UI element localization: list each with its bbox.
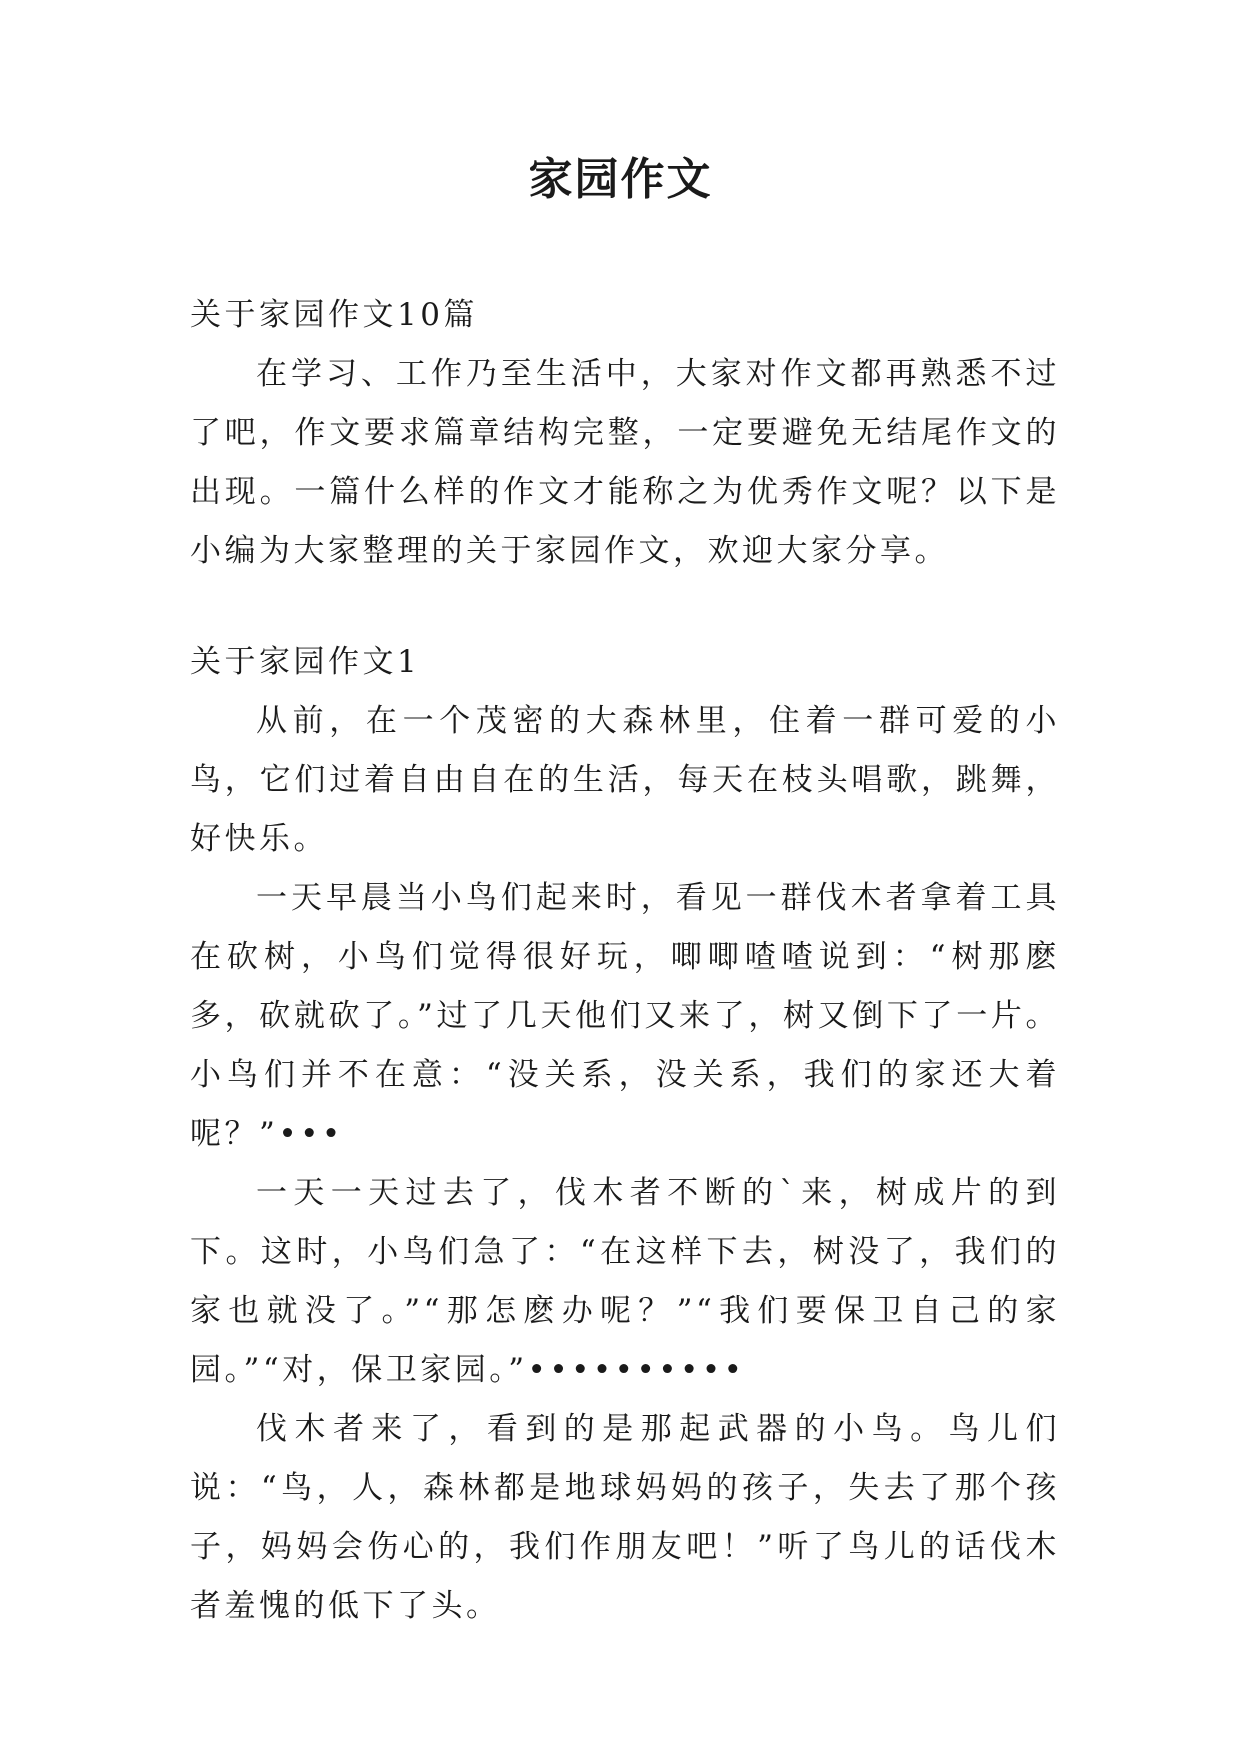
essay-paragraph: 伐木者来了，看到的是那起武器的小鸟。鸟儿们说：“鸟，人，森林都是地球妈妈的孩子，失去了那个孩子，妈妈会伤心的，我们作朋友吧！”听了鸟儿的话伐木者羞愧的低下了头。: [190, 1411, 1060, 1624]
section-spacer: [190, 581, 1060, 633]
essay-paragraph: 一天一天过去了，伐木者不断的`来，树成片的到下。这时，小鸟们急了：“在这样下去，树没了，我们的家也就没了。”“那怎麽办呢？”“我们要保卫自己的家园。”“对，保卫家园。”••••••••••: [190, 1175, 1060, 1388]
document-title: 家园作文: [528, 154, 713, 205]
intro-paragraph: 在学习、工作乃至生活中，大家对作文都再熟悉不过了吧，作文要求篇章结构完整，一定要避免无结尾作文的出现。一篇什么样的作文才能称之为优秀作文呢？以下是小编为大家整理的关于家园作文，欢迎大家分享。: [190, 356, 1060, 569]
intro-heading: 关于家园作文10篇: [190, 297, 478, 333]
essay-paragraph: 一天早晨当小鸟们起来时，看见一群伐木者拿着工具在砍树，小鸟们觉得很好玩，唧唧喳喳说到：“树那麽多，砍就砍了。”过了几天他们又来了，树又倒下了一片。小鸟们并不在意：“没关系，没关系，我们的家还大着呢？”•••: [190, 880, 1060, 1152]
essay-paragraph: 从前，在一个茂密的大森林里，住着一群可爱的小鸟，它们过着自由自在的生活，每天在枝头唱歌，跳舞，好快乐。: [190, 703, 1060, 857]
essay-heading: 关于家园作文1: [190, 644, 421, 680]
document-body: [190, 286, 1060, 1636]
